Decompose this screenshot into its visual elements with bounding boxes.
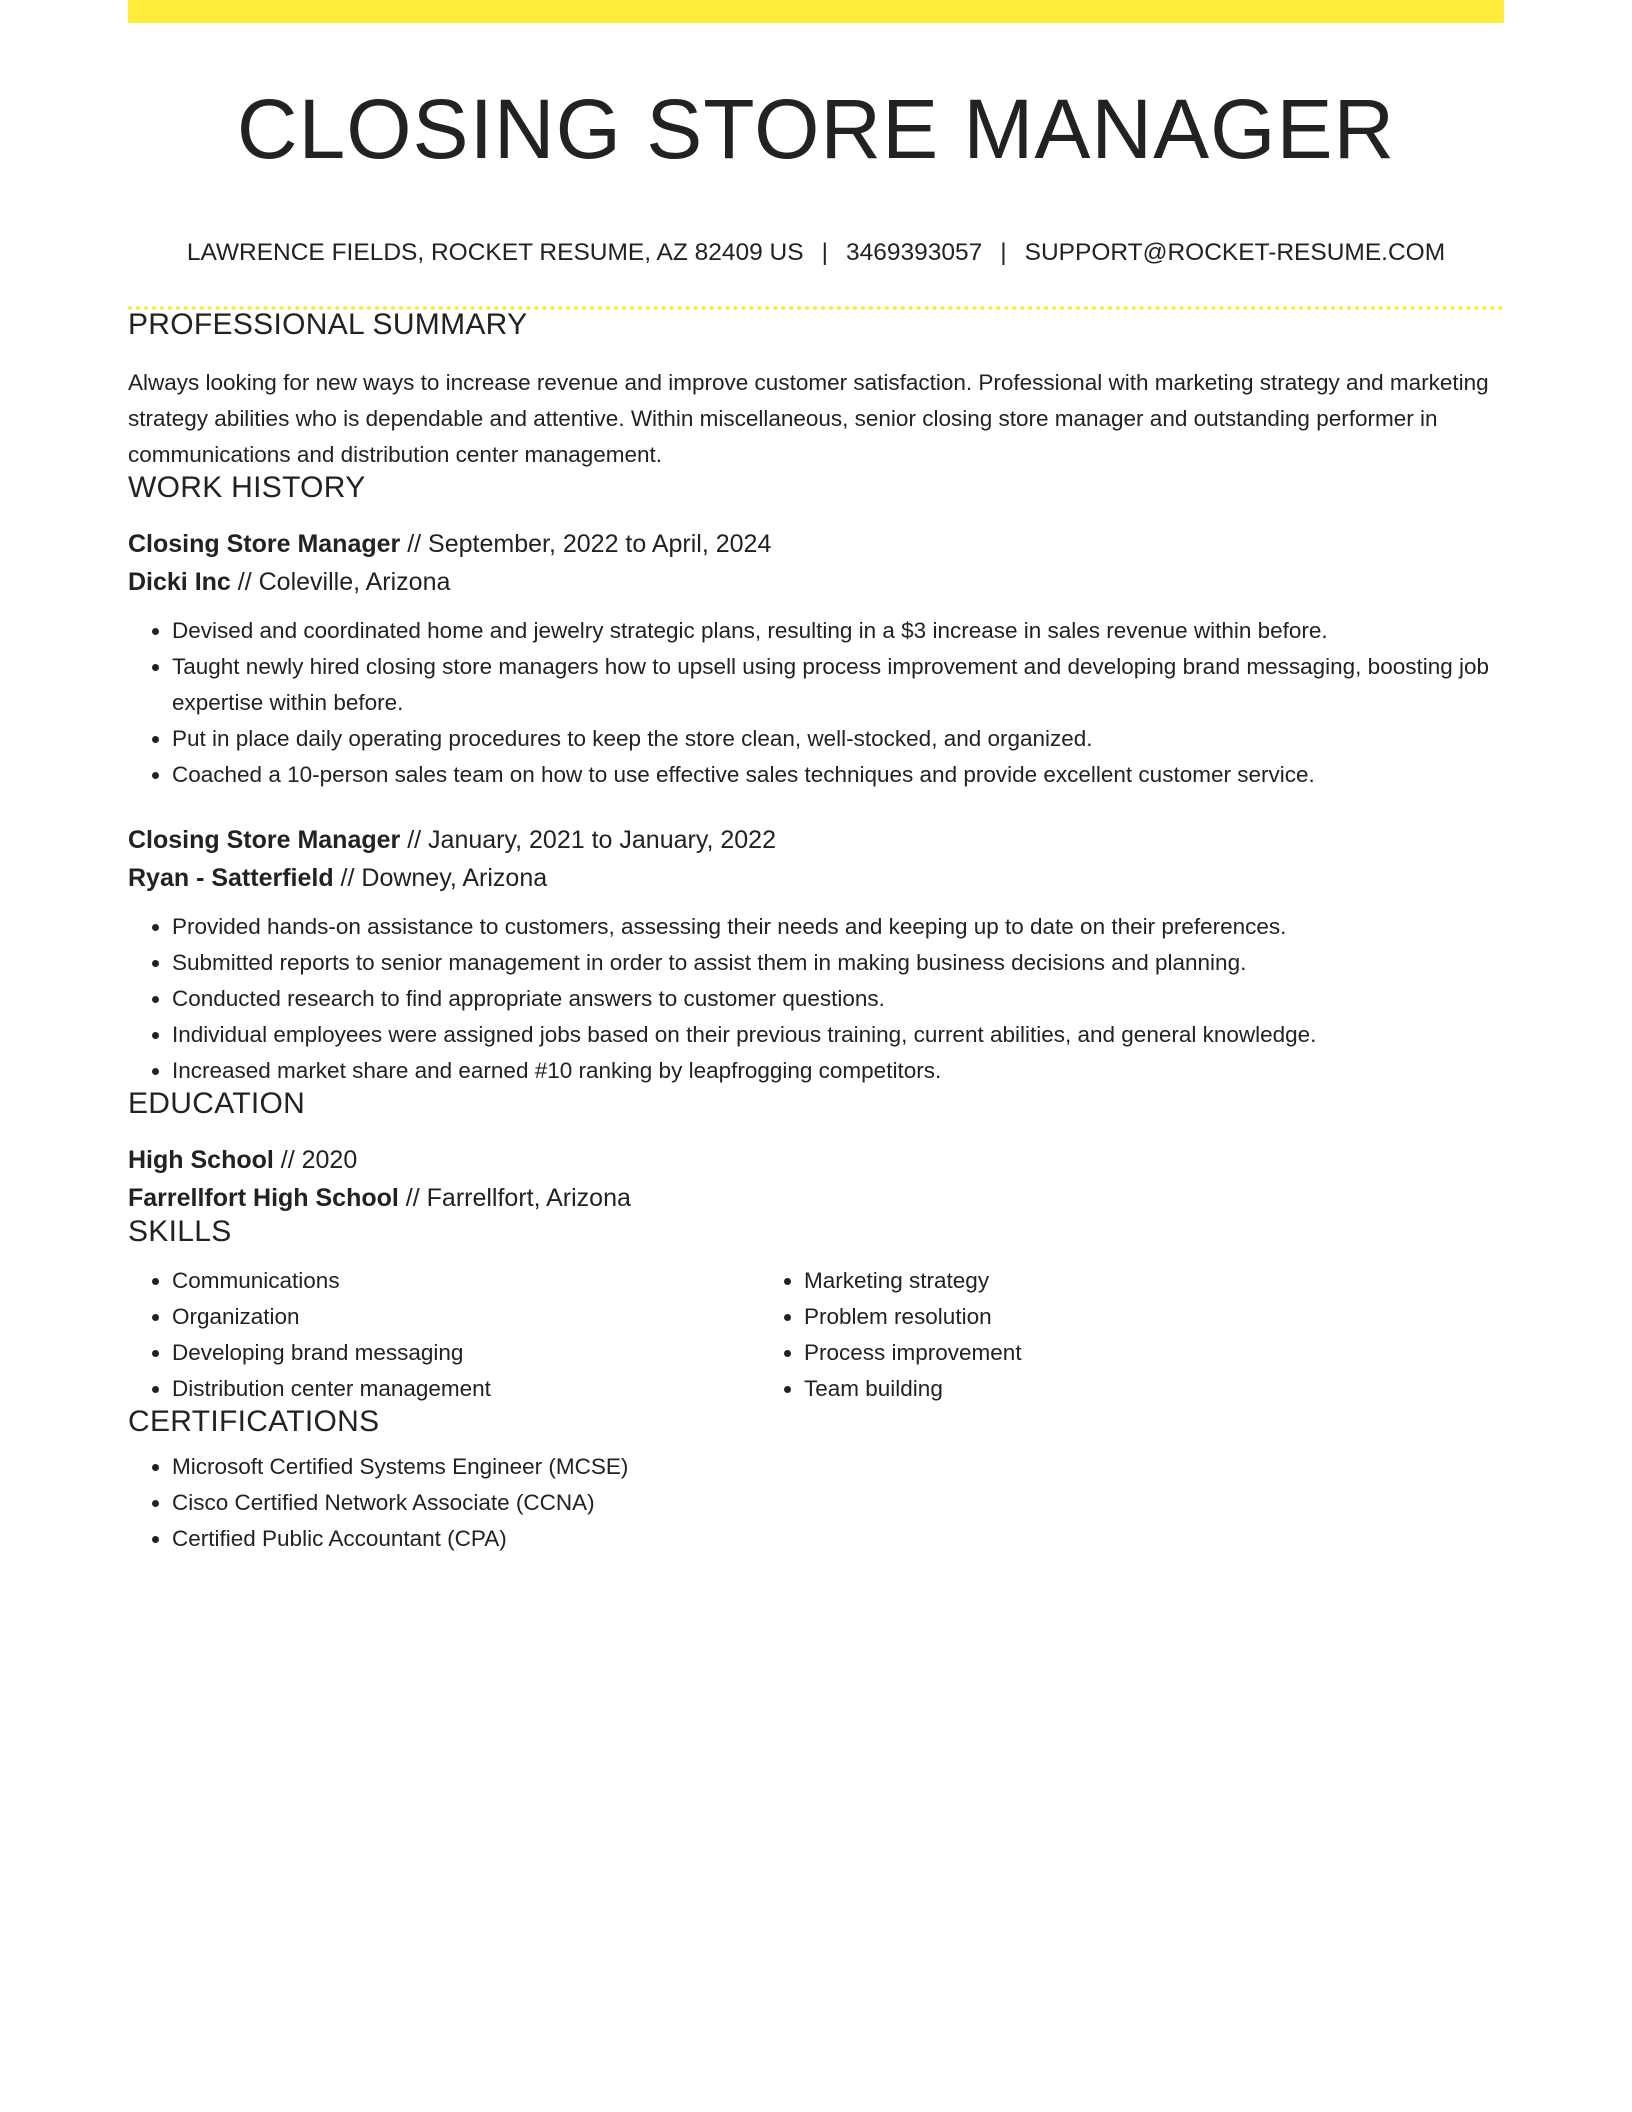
job-bullets bbox=[128, 909, 1504, 1089]
skill-item: • Marketing strategy bbox=[804, 1263, 1392, 1299]
resume-page bbox=[128, 0, 1504, 1557]
school-line bbox=[128, 1179, 1504, 1217]
skill-item: • Communications bbox=[172, 1263, 760, 1299]
skills-column-left bbox=[128, 1263, 760, 1407]
degree-line bbox=[128, 1141, 1504, 1179]
job-title-line bbox=[128, 821, 1504, 859]
resume-title: CLOSING STORE MANAGER bbox=[236, 82, 1396, 176]
job-bullet: • Provided hands-on assistance to customers, assessing their needs and keeping up to date on their preferences. bbox=[172, 909, 1504, 945]
contact-phone: 3469393057 bbox=[845, 239, 983, 266]
skill-item: • Distribution center management bbox=[172, 1371, 760, 1407]
job-company: Ryan - Satterfield bbox=[128, 863, 334, 892]
job-entry bbox=[128, 821, 1504, 1089]
school-location: // Farrellfort, Arizona bbox=[398, 1183, 631, 1212]
job-entry bbox=[128, 525, 1504, 793]
graduation-year: // 2020 bbox=[273, 1145, 358, 1174]
certification-item: • Certified Public Accountant (CPA) bbox=[172, 1521, 1504, 1557]
certification-item: • Cisco Certified Network Associate (CCNA) bbox=[172, 1485, 1504, 1521]
certifications-heading: CERTIFICATIONS bbox=[128, 1404, 380, 1438]
degree: High School bbox=[128, 1145, 274, 1174]
certification-item: • Microsoft Certified Systems Engineer (MCSE) bbox=[172, 1449, 1504, 1485]
summary-heading: PROFESSIONAL SUMMARY bbox=[128, 307, 528, 341]
job-bullet: • Increased market share and earned #10 ranking by leapfrogging competitors. bbox=[172, 1053, 1504, 1089]
job-location: // Coleville, Arizona bbox=[230, 567, 451, 596]
job-bullets bbox=[128, 613, 1504, 793]
contact-line bbox=[128, 241, 1504, 266]
job-title: Closing Store Manager bbox=[128, 825, 401, 854]
job-bullet: • Submitted reports to senior management in order to assist them in making business decisions and planning. bbox=[172, 945, 1504, 981]
job-bullet: • Taught newly hired closing store managers how to upsell using process improvement and developing brand messaging, boosting job expertise within before. bbox=[172, 649, 1504, 721]
school-name: Farrellfort High School bbox=[128, 1183, 399, 1212]
job-bullet: • Coached a 10-person sales team on how to use effective sales techniques and provide excellent customer service. bbox=[172, 757, 1504, 793]
skill-item: • Process improvement bbox=[804, 1335, 1392, 1371]
skill-item: • Developing brand messaging bbox=[172, 1335, 760, 1371]
job-bullet: • Individual employees were assigned jobs based on their previous training, current abilities, and general knowledge. bbox=[172, 1017, 1504, 1053]
contact-separator: | bbox=[1000, 239, 1007, 266]
work-history-heading: WORK HISTORY bbox=[128, 470, 366, 504]
skill-item: • Problem resolution bbox=[804, 1299, 1392, 1335]
job-bullet: • Put in place daily operating procedures to keep the store clean, well-stocked, and organized. bbox=[172, 721, 1504, 757]
contact-email: SUPPORT@ROCKET-RESUME.COM bbox=[1024, 239, 1446, 266]
skill-item: • Team building bbox=[804, 1371, 1392, 1407]
certifications-list bbox=[128, 1449, 1504, 1557]
contact-separator: | bbox=[821, 239, 828, 266]
summary-text: Always looking for new ways to increase revenue and improve customer satisfaction. Professional with marketing strategy and marketing strategy abilities who is dependable and attentive. Within miscellaneous, senior closing store manager and outstanding performer in communications and distribution center management. bbox=[128, 369, 1489, 467]
job-dates: // January, 2021 to January, 2022 bbox=[400, 825, 776, 854]
job-title-line bbox=[128, 525, 1504, 563]
job-bullet: • Devised and coordinated home and jewelry strategic plans, resulting in a $3 increase in sales revenue within before. bbox=[172, 613, 1504, 649]
education-heading: EDUCATION bbox=[128, 1086, 306, 1120]
job-dates: // September, 2022 to April, 2024 bbox=[400, 529, 772, 558]
accent-bar bbox=[128, 0, 1504, 23]
skill-item: • Organization bbox=[172, 1299, 760, 1335]
education-entry bbox=[128, 1141, 1504, 1217]
job-company-line bbox=[128, 563, 1504, 601]
job-company: Dicki Inc bbox=[128, 567, 231, 596]
skills-column-right bbox=[760, 1263, 1392, 1407]
job-title: Closing Store Manager bbox=[128, 529, 401, 558]
job-bullet: • Conducted research to find appropriate answers to customer questions. bbox=[172, 981, 1504, 1017]
contact-address: LAWRENCE FIELDS, ROCKET RESUME, AZ 82409 US bbox=[186, 239, 804, 266]
skills-grid bbox=[128, 1263, 1504, 1407]
skills-heading: SKILLS bbox=[128, 1214, 232, 1248]
job-company-line bbox=[128, 859, 1504, 897]
job-location: // Downey, Arizona bbox=[333, 863, 548, 892]
